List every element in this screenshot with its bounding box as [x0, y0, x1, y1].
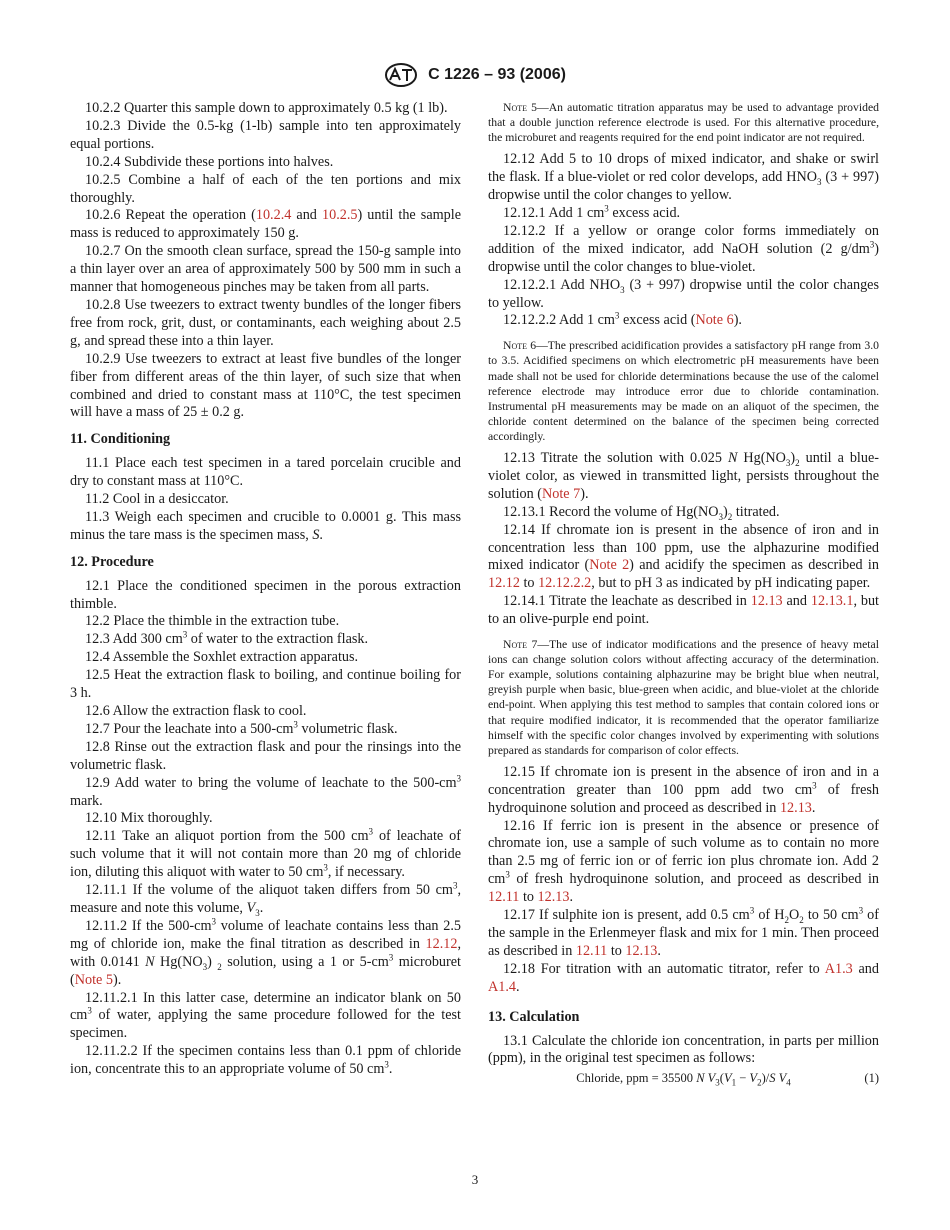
- right-column: [488, 100, 879, 1086]
- link-note-7[interactable]: Note 7: [542, 485, 581, 502]
- para-11-2: 11.2 Cool in a desiccator.: [85, 491, 229, 508]
- link-12-13[interactable]: 12.13: [537, 889, 570, 906]
- equation-1: Chloride, ppm = 35500 N $V_3(V_1 - V_2)/S$ $V_4$ (1): [576, 1071, 879, 1088]
- page-number: 3: [471, 1172, 479, 1187]
- para-12-2: 12.2 Place the thimble in the extraction tube.: [85, 613, 340, 630]
- link-12-13[interactable]: 12.13: [779, 799, 812, 816]
- para-11-3: 11.3 Weigh each specimen and crucible to 0.0001 g. This mass minus the tare mass is the specimen mass, S.: [70, 508, 461, 543]
- left-column: [70, 100, 461, 1079]
- para-12-11: 12.11 Take an aliquot portion from the 500 $cm^3$ of leachate of such volume that it will not contain more than 20 mg of chloride ion, diluting this aliquot with water to 50 $cm^3$, if necessary.: [70, 826, 461, 881]
- para-12-9: 12.9 Add water to bring the volume of leachate to the $500-cm^3$ mark.: [70, 772, 461, 809]
- para-12-4: 12.4 Assemble the Soxhlet extraction apparatus.: [85, 649, 359, 666]
- para-12-17: 12.17 If sulphite ion is present, add 0.5 $cm^3$ of $H_2O_2$ to 50 $cm^3$ of the sample in the Erlenmeyer flask and mix for 1 min. Then proceed as described in 12.11 to 12.13.: [488, 905, 879, 959]
- page-header: [0, 63, 950, 87]
- para-12-6: 12.6 Allow the extraction flask to cool.: [85, 703, 307, 719]
- section-heading-conditioning: 11. Conditioning: [70, 431, 171, 448]
- para-12-14-1: 12.14.1 Titrate the leachate as described in 12.13 and 12.13.1, but to an olive-purple end point.: [488, 593, 879, 628]
- link-note-6[interactable]: Note 6: [695, 312, 734, 329]
- para-12-3: 12.3 Add 300 $cm^3$ of water to the extraction flask.: [85, 629, 369, 648]
- para-12-16: 12.16 If ferric ion is present in the absence or presence of chromate ion, use a sample of such volume as to contain no more than 2.5 mg of ferric ion or of ferric ion plus chromate ion. Add 2 $cm^3$ of fresh hydroquinone solution, and proceed as described in 12.11 to 12.13.: [488, 817, 879, 906]
- para-12-13-1: 12.13.1 Record the volume of $Hg(NO_3)_2$ titrated.: [503, 503, 780, 522]
- link-12-12[interactable]: 12.12: [488, 575, 520, 592]
- section-heading-calculation: 13. Calculation: [488, 1008, 580, 1025]
- para-10-2-9: 10.2.9 Use tweezers to extract at least five bundles of the longer fiber from different areas of the thin layer, of such size that when combined and dried to constant mass at 110°C, the test specimen will have a mass of 25 ± 0.2 g.: [70, 350, 461, 421]
- para-12-18: 12.18 For titration with an automatic titrator, refer to A1.3 and A1.4.: [488, 960, 879, 995]
- para-12-15: 12.15 If chromate ion is present in the absence of iron and in a concentration greater than 100 ppm add two $cm^3$ of fresh hydroquinone solution and proceed as described in 12.13.: [488, 763, 879, 816]
- para-10-2-6: 10.2.6 Repeat the operation (10.2.4 and 10.2.5) until the sample mass is reduced to approximately 150 g.: [70, 207, 461, 242]
- section-heading-procedure: 12. Procedure: [70, 553, 154, 570]
- para-12-10: 12.10 Mix thoroughly.: [85, 810, 213, 827]
- para-12-13: 12.13 Titrate the solution with 0.025 N $Hg(NO_3)_2$ until a blue-violet color, as viewed in transmitted light, persists throughout the solution (Note 7).: [488, 450, 879, 502]
- link-12-12[interactable]: 12.12: [425, 935, 458, 952]
- link-10-2-4[interactable]: 10.2.4: [255, 207, 292, 224]
- para-10-2-5: 10.2.5 Combine a half of each of the ten portions and mix thoroughly.: [70, 171, 461, 206]
- link-note-2[interactable]: Note 2: [589, 557, 630, 574]
- para-10-2-4: 10.2.4 Subdivide these portions into halves.: [85, 153, 334, 170]
- para-10-2-8: 10.2.8 Use tweezers to extract twenty bundles of the longer fibers free from rock, grit, dust, or contaminants, each weighing about 2.5 g, and spread these into a thin layer.: [70, 296, 461, 349]
- para-10-2-2: 10.2.2 Quarter this sample down to approximately 0.5 kg (1 lb).: [85, 100, 448, 116]
- link-a1-4[interactable]: A1.4: [488, 978, 516, 995]
- note-5: Note 5—An automatic titration apparatus may be used to advantage provided that a double junction reference electrode is used. For this alternative procedure, the microburet and reagents required for the end point indicator are not required.: [488, 101, 879, 145]
- para-12-11-1: 12.11.1 If the volume of the aliquot taken differs from 50 $cm^3$, measure and note this volume, $V_3$.: [70, 880, 461, 918]
- para-12-12-2: 12.12.2 If a yellow or orange color forms immediately on addition of the mixed indicator, add NaOH solution (2 $g/dm^3$) dropwise until the color changes to blue-violet.: [488, 222, 879, 275]
- link-12-12-2-2[interactable]: 12.12.2.2: [538, 575, 592, 592]
- para-12-12-1: 12.12.1 Add 1 $cm^3$ excess acid.: [503, 203, 681, 221]
- standard-designation: C 1226 – 93 (2006): [428, 66, 566, 83]
- para-12-11-2: 12.11.2 If the $500-cm^3$ volume of leachate contains less than 2.5 mg of chloride ion, make the final titration as described in 12.12, with 0.0141 N $Hg(NO_3)$ $_2$ solution, using a 1 or $5-cm^3$ microburet (Note 5).: [70, 916, 462, 988]
- para-12-7: 12.7 Pour the leachate into a $500-cm^3$ volumetric flask.: [85, 719, 398, 737]
- para-10-2-3: 10.2.3 Divide the 0.5-kg (1-lb) sample into ten approximately equal portions.: [70, 117, 461, 152]
- link-12-13[interactable]: 12.13: [625, 942, 658, 959]
- link-10-2-5[interactable]: 10.2.5: [322, 207, 358, 224]
- note-6: Note 6—The prescribed acidification provides a satisfactory pH range from 3.0 to 3.5. Acidified specimens on which electrometric pH measurements have been made shall not be used for chloride determinations because the use of the calomel reference electrode may introduce error due to chloride contamination. Instrumental pH measurements may be made on an aliquot of the specimen, the chloride content determined on the balance of the specimen being corrected accordingly.: [488, 339, 879, 443]
- para-12-12: 12.12 Add 5 to 10 drops of mixed indicator, and shake or swirl the flask. If a blue-violet or red color develops, add $HNO_3$ (3 + 997) dropwise until the color changes to yellow.: [488, 151, 879, 204]
- astm-logo-icon: [384, 63, 418, 87]
- link-12-11[interactable]: 12.11: [488, 889, 520, 906]
- link-a1-3[interactable]: A1.3: [824, 960, 853, 977]
- para-12-12-2-2: 12.12.2.2 Add 1 $cm^3$ excess acid (Note 6).: [503, 310, 742, 329]
- para-12-8: 12.8 Rinse out the extraction flask and pour the rinsings into the volumetric flask.: [70, 738, 461, 773]
- para-12-11-2-1: 12.11.2.1 In this latter case, determine an indicator blank on 50 $cm^3$ of water, applying the same procedure followed for the test specimen.: [70, 989, 461, 1042]
- para-12-12-2-1: 12.12.2.1 Add $NHO_3$ (3 + 997) dropwise until the color changes to yellow.: [488, 276, 879, 311]
- link-12-11[interactable]: 12.11: [575, 942, 608, 959]
- para-12-11-2-2: 12.11.2.2 If the specimen contains less than 0.1 ppm of chloride ion, concentrate this to an appropriate volume of 50 $cm^3$.: [70, 1043, 461, 1078]
- para-12-14: 12.14 If chromate ion is present in the absence of iron and in concentration less than 100 ppm, use the alphazurine modified mixed indicator (Note 2) and acidify the specimen as described in 12.12 to 12.12.2.2, but to pH 3 as indicated by pH indicating paper.: [488, 521, 879, 592]
- para-12-1: 12.1 Place the conditioned specimen in the porous extraction thimble.: [70, 577, 461, 612]
- para-11-1: 11.1 Place each test specimen in a tared porcelain crucible and dry to constant mass at 110°C.: [70, 455, 461, 490]
- link-12-13-1[interactable]: 12.13.1: [810, 593, 854, 610]
- link-12-13[interactable]: 12.13: [750, 593, 783, 610]
- note-7: Note 7—The use of indicator modifications and the presence of heavy metal ions can change solution colors without affecting accuracy of the determination. For example, solutions containing alphazurine may be bright blue when neutral, greyish purple when basic, blue-green when acidic, and blue-violet at the chloride end-point. When applying this test method to samples that contain colored ions or that require modified indicator, it is recommended that the operator familiarize himself with the specific color changes involved by experimenting with solutions prepared as standards for comparison of color effects.: [488, 638, 879, 757]
- para-10-2-7: 10.2.7 On the smooth clean surface, spread the 150-g sample into a thin layer over an area of approximately 500 by 500 mm in such a manner that homogeneous pinches may be taken from all parts.: [70, 243, 461, 296]
- link-note-5[interactable]: Note 5: [74, 971, 113, 988]
- equation-number: (1): [864, 1071, 879, 1086]
- para-13-1: 13.1 Calculate the chloride ion concentration, in parts per million (ppm), in the original test specimen as follows:: [488, 1032, 879, 1067]
- para-12-5: 12.5 Heat the extraction flask to boiling, and continue boiling for 3 h.: [70, 667, 461, 702]
